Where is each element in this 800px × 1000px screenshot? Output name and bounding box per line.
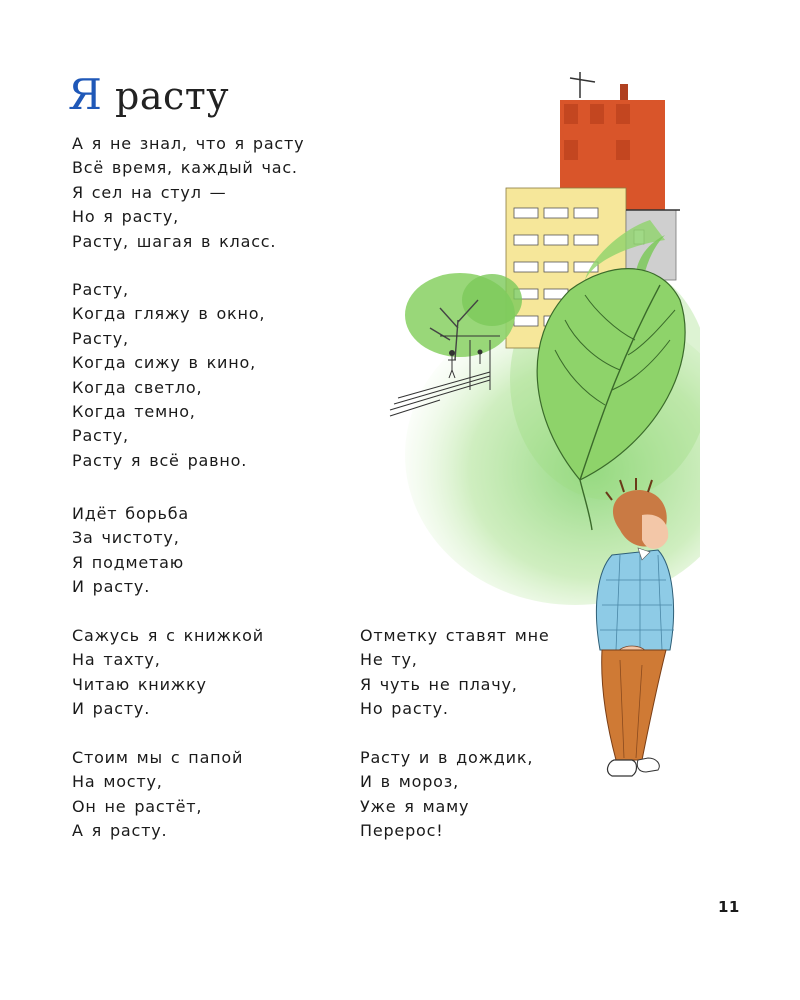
poem-line: Идёт борьба bbox=[72, 504, 189, 523]
stanza-1 bbox=[72, 132, 304, 254]
poem-line: Расту, шагая в класс. bbox=[72, 231, 277, 251]
poem-line: На тахту, bbox=[72, 650, 161, 670]
poem-line: Я сел на стул — bbox=[72, 182, 227, 202]
title-initial: Я bbox=[68, 70, 103, 119]
poem-line: Когда светло, bbox=[72, 377, 203, 397]
poem-line: Расту, bbox=[72, 280, 129, 299]
poem-title bbox=[68, 72, 229, 119]
poem-line: Расту, bbox=[72, 328, 129, 348]
poem-line: На мосту, bbox=[72, 772, 163, 792]
poem-line: Расту и в дождик, bbox=[360, 748, 534, 767]
stanza-4 bbox=[72, 624, 264, 722]
poem-line: Я подметаю bbox=[72, 552, 185, 572]
poem-line: А я не знал, что я расту bbox=[72, 134, 305, 153]
poem-line: Всё время, каждый час. bbox=[72, 158, 298, 178]
poem-line: Он не растёт, bbox=[72, 796, 203, 816]
poem-line: Перерос! bbox=[360, 821, 444, 841]
page-number: 11 bbox=[718, 898, 740, 916]
poem-line: Но я расту, bbox=[72, 207, 180, 227]
poem-line: Расту, bbox=[72, 426, 129, 446]
stanza-2 bbox=[72, 278, 265, 473]
poem-line: А я расту. bbox=[72, 821, 168, 841]
poem-line: Отметку ставят мне bbox=[360, 626, 550, 645]
poem-line: Но расту. bbox=[360, 699, 449, 719]
illustration bbox=[380, 60, 700, 780]
poem-line: Не ту, bbox=[360, 650, 418, 670]
poem-line: Когда гляжу в окно, bbox=[72, 304, 266, 324]
poem-line: Уже я маму bbox=[360, 796, 470, 816]
poem-line: Я чуть не плачу, bbox=[360, 674, 518, 694]
stanza-5 bbox=[72, 746, 243, 844]
title-rest: расту bbox=[102, 74, 230, 118]
poem-line: Расту я всё равно. bbox=[72, 450, 248, 470]
poem-line: И в мороз, bbox=[360, 772, 459, 792]
poem-line: Читаю книжку bbox=[72, 674, 207, 694]
poem-line: Сажусь я с книжкой bbox=[72, 626, 264, 645]
stanza-3 bbox=[72, 502, 189, 600]
poem-line: Когда сижу в кино, bbox=[72, 353, 256, 373]
poem-line: Когда темно, bbox=[72, 402, 196, 422]
poem-line: И расту. bbox=[72, 577, 151, 597]
poem-line: Стоим мы с папой bbox=[72, 748, 244, 767]
poem-line: За чистоту, bbox=[72, 528, 180, 548]
poem-line: И расту. bbox=[72, 699, 151, 719]
